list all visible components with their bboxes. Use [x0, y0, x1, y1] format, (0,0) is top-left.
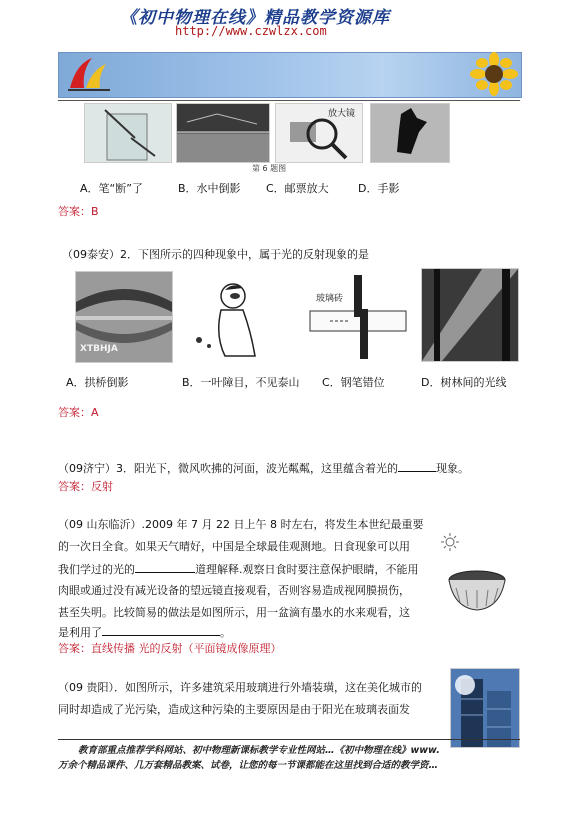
- figure-caption: 第 6 题图: [252, 164, 287, 173]
- figure-pen-glass-block: [300, 271, 410, 361]
- figure-arch-bridge: [75, 271, 173, 363]
- q2-option-a: A．拱桥倒影: [66, 376, 129, 389]
- q2-option-d: D．树林间的光线: [421, 376, 507, 389]
- photo-watermark: XTBHJA: [80, 344, 118, 354]
- q4-blank-1: [135, 560, 195, 573]
- figure-water-reflection: [176, 103, 270, 163]
- figure-magnifier: [275, 103, 363, 163]
- sunflower-icon: [468, 52, 520, 96]
- q2-option-b: B．一叶障目，不见泰山: [182, 376, 300, 389]
- q4-line-3: [58, 560, 419, 579]
- q4-line-3-prefix: 我们学过的光的: [58, 563, 135, 576]
- q5-line-2: 同时却造成了光污染，造成这种污染的主要原因是由于阳光在玻璃表面发: [58, 703, 410, 716]
- figure-pen-in-glass: [84, 103, 172, 163]
- footer-line-1: 教育部重点推荐学科网站、初中物理新课标教学专业性网站…《初中物理在线》www.: [78, 745, 440, 756]
- q3-blank: [398, 459, 436, 472]
- q2-answer: 答案：A: [58, 406, 99, 419]
- q3-answer: 答案：反射: [58, 480, 113, 493]
- q3-stem-text: （09济宁）3．阳光下，微风吹拂的河面，波光粼粼，这里蕴含着光的: [58, 462, 398, 475]
- q4-line-1: （09 山东临沂）.2009 年 7 月 22 日上午 8 时左右，将发生本世纪最重要: [58, 518, 424, 531]
- q1-option-d: D．手影: [358, 182, 400, 195]
- q2-stem: （09泰安）2．下图所示的四种现象中，属于光的反射现象的是: [62, 248, 369, 261]
- footer-divider: [58, 739, 520, 740]
- figure-forest-light: [421, 268, 519, 362]
- sun-icon: [440, 532, 460, 552]
- header-url[interactable]: http://www.czwlzx.com: [175, 24, 327, 38]
- q4-line-3-text: 道理解释.观察日食时要注意保护眼睛，不能用: [195, 563, 419, 576]
- figure-glass-building: [450, 668, 520, 748]
- q1-option-c: C．邮票放大: [266, 182, 329, 195]
- figure-leaf-eye: [185, 276, 277, 360]
- q1-option-a: A．笔“断”了: [80, 182, 143, 195]
- figure-hand-shadow: [370, 103, 450, 163]
- q4-line-2: 的一次日全食。如果天气晴好，中国是全球最佳观测地。日食现象可以用: [58, 540, 410, 553]
- header-title: 《初中物理在线》精品教学资源库: [120, 8, 390, 28]
- ink-basin-figure: [446, 568, 508, 614]
- q4-line-5: 甚至失明。比较简易的做法是如图所示，用一盆滴有墨水的水来观看，这: [58, 606, 410, 619]
- q4-line-4: 肉眼或通过没有减光设备的望远镜直接观看，否则容易造成视网膜损伤，: [58, 584, 410, 597]
- q4-line-6-prefix: 是利用了: [58, 626, 102, 639]
- logo-icon: [62, 54, 116, 94]
- q4-blank-2: [102, 623, 220, 636]
- footer-line-2: 万余个精品课件、几万套精品教案、试卷，让您的每一节课都能在这里找到合适的教学资…: [58, 760, 439, 771]
- glass-block-label: 玻璃砖: [316, 294, 344, 304]
- q5-line-1: （09 贵阳）．如图所示，许多建筑采用玻璃进行外墙装璜，这在美化城市的: [58, 681, 422, 694]
- header-divider: [58, 100, 520, 101]
- q3-stem: [58, 459, 469, 478]
- q3-stem-end: 现象。: [436, 462, 469, 475]
- q2-option-c: C．钢笔错位: [322, 376, 385, 389]
- q4-answer: 答案：直线传播 光的反射（平面镜成像原理）: [58, 642, 282, 655]
- q4-line-6-suffix: 。: [220, 626, 231, 639]
- header-banner: [58, 52, 522, 98]
- magnifier-label: 放大镜: [328, 109, 356, 119]
- q1-answer: 答案：B: [58, 205, 99, 218]
- q1-option-b: B．水中倒影: [178, 182, 241, 195]
